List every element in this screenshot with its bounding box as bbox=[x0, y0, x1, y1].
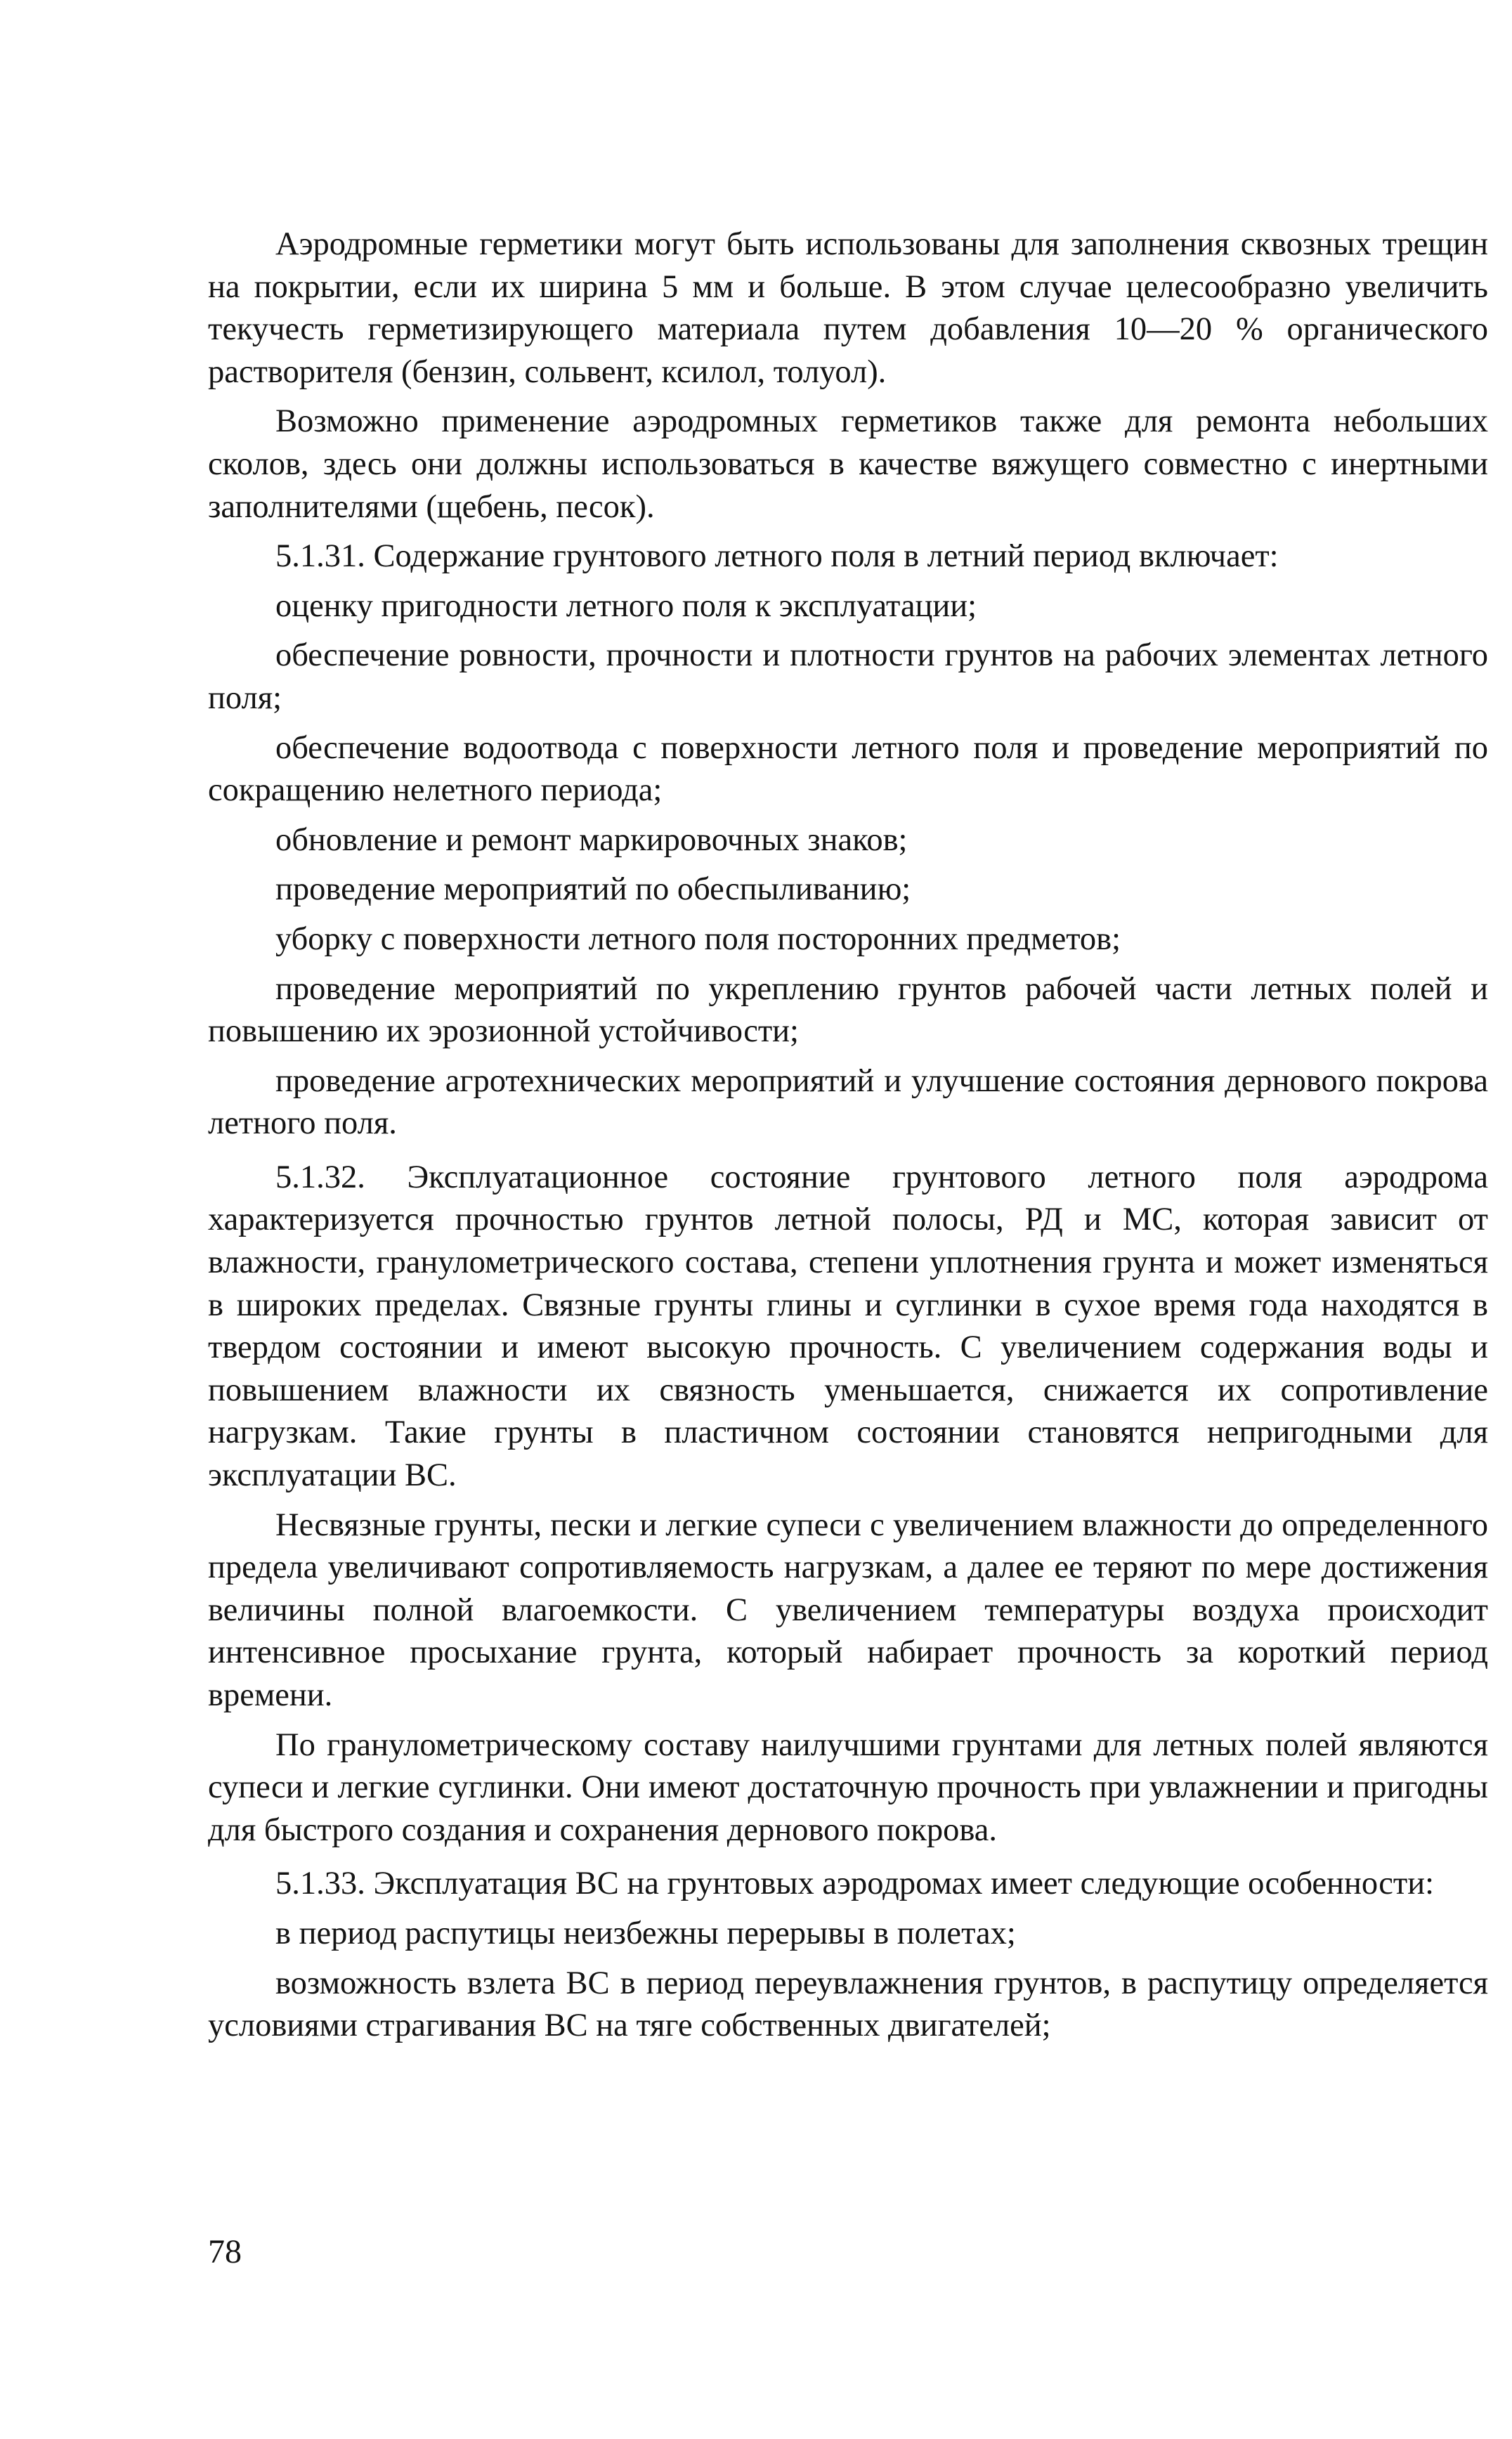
paragraph-5-1-32: 5.1.32. Эксплуатационное состояние грунтового летного поля аэродрома характеризуется прочностью грунтов летной полосы, РД и МС, которая зависит от влажности, гранулометрического состава, степени уплотнения грунта и может изменяться в широких пределах. Связные грунты глины и суглинки в сухое время года находятся в твердом состоянии и имеют высокую прочность. С увеличением содержания воды и повышением влажности их связность уменьшается, снижается их сопротивление нагрузкам. Такие грунты в пластичном состоянии становятся непригодными для эксплуатации ВС. bbox=[208, 1159, 1488, 1494]
list-item-debris: уборку с поверхности летного поля посторонних предметов; bbox=[275, 921, 1121, 957]
text-body bbox=[208, 223, 1488, 2048]
list-item-markers: обновление и ремонт маркировочных знаков; bbox=[275, 821, 908, 858]
paragraph-5-1-31-intro: 5.1.31. Содержание грунтового летного поля в летний период включает: bbox=[275, 538, 1279, 575]
paragraph-5-1-33-intro: 5.1.33. Эксплуатация ВС на грунтовых аэродромах имеет следующие особенности: bbox=[275, 1866, 1435, 1902]
paragraph-sealants-cracks: Аэродромные герметики могут быть использованы для заполнения сквозных трещин на покрытии, если их ширина 5 мм и больше. В этом случае целесообразно увеличить текучесть герметизирующего материала путем добавления 10—20 % органического растворителя (бензин, сольвент, ксилол, толуол). bbox=[208, 226, 1488, 390]
list-item-takeoff: возможность взлета ВС в период переувлажнения грунтов, в распутицу определяется условиями страгивания ВС на тяге собственных двигателей; bbox=[208, 1965, 1488, 2044]
paragraph-noncohesive-soils: Несвязные грунты, пески и легкие супеси с увеличением влажности до определенного предела увеличивают сопротивляемость нагрузкам, а далее ее теряют по мере достижения величины полной влагоемкости. С увеличением температуры воздуха происходит интенсивное просыхание грунта, который набирает прочность за короткий период времени. bbox=[208, 1507, 1488, 1713]
paragraph-sealants-chips: Возможно применение аэродромных герметиков также для ремонта небольших сколов, здесь они должны использоваться в качестве вяжущего совместно с инертными заполнителями (щебень, песок). bbox=[208, 403, 1488, 525]
list-item-agrotechnical: проведение агротехнических мероприятий и улучшение состояния дернового покрова летного поля. bbox=[208, 1062, 1488, 1142]
list-item-evenness: обеспечение ровности, прочности и плотности грунтов на рабочих элементах летного поля; bbox=[208, 637, 1488, 716]
list-item-soil-strengthening: проведение мероприятий по укреплению грунтов рабочей части летных полей и повышению их эрозионной устойчивости; bbox=[208, 970, 1488, 1050]
paragraph-granulometric: По гранулометрическому составу наилучшими грунтами для летных полей являются супеси и легкие суглинки. Они имеют достаточную прочность при увлажнении и пригодны для быстрого создания и сохранения дернового покрова. bbox=[208, 1726, 1488, 1848]
list-item-dust: проведение мероприятий по обеспыливанию; bbox=[275, 871, 911, 908]
list-item-flight-breaks: в период распутицы неизбежны перерывы в полетах; bbox=[275, 1915, 1016, 1951]
list-item-assessment: оценку пригодности летного поля к эксплуатации; bbox=[275, 587, 977, 624]
list-item-drainage: обеспечение водоотвода с поверхности летного поля и проведение мероприятий по сокращению нелетного периода; bbox=[208, 729, 1488, 809]
page-number: 78 bbox=[208, 2233, 242, 2270]
